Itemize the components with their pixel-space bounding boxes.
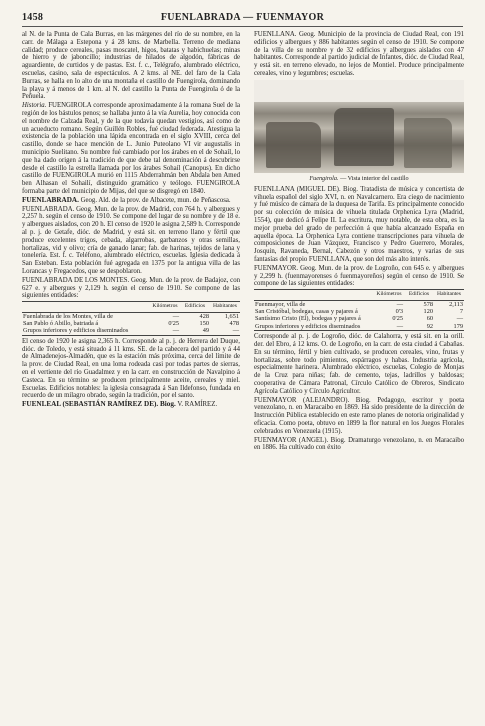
entry-fuenmayor-geo: FUENMAYOR. Geog. Mun. de la prov. de Logroño, con 645 e. y albergues y 2,299 h. (fuenmayorenses ó fuenmayoreños) según el censo de 1910. Se compone de las siguientes entidades: [254,264,464,288]
caption-place: Fuengirola. [309,174,339,182]
table-row: Grupos inferiores y edificios diseminados — 92 179 [255,322,463,330]
header-rule [22,26,463,27]
column-header: Edificios [180,302,210,312]
entry-fuenleal [22,401,240,409]
entry-fuenmayor-angel: FUENMAYOR (ANGEL). Biog. Dramaturgo venezolano, n. en Maracaibo en 1886. Ha cultivado con éxito [254,436,464,452]
table-row: San Pablo ó Abillo, batriada á 0'25 150 478 [23,319,239,327]
column-header: Kilómetros [374,290,404,300]
right-column [254,31,464,452]
photo-caption [254,175,464,182]
table-row: Fuenlabrada de los Montes, villa de — 428 1,651 [23,312,239,320]
caption-text: — Vista interior del castillo [340,174,409,182]
entities-table-right [254,289,464,331]
entry-text: Geog. Ald. de la prov. de Albacete, mun. de Peñascosa. [80,196,231,204]
page-number: 1458 [22,12,44,23]
column-header: Habitantes [434,290,464,300]
left-column [22,31,240,409]
column-header: Habitantes [210,302,240,312]
entry-fuenmayor-cont: Corresponde al p. j. de Logroño, dióc. de Calahorra, y está sit. en la orill. der. del Ebro, á 12 kms. O. de Logroño, en la carr. de esta ciudad á Cabañas. En su término, fértil y bien cultivado, se producen cereales, vino, frutas y hortalizas, sobre todo pimientos, espárragos y habas. Industria agrícola, especialmente harinera. Alumbrado eléctrico, escuelas, Colegio de Monjas de la Cruz para niñas; fab. de cemento, tejas, ladrillos y baldosas; cooperativa de Cámara Patronal, Círculo Católico de Obreros, Sindicato Agrícola Católico y Círculo Agricultor. [254,333,464,395]
table-row: Fuenmayor, villa de — 578 2,113 [255,300,463,308]
entry-fuenllana-biog: FUENLLANA (MIGUEL DE). Biog. Tratadista de música y concertista de vihuela español del siglo XVI, n. en Navalcarnero. Era ciego de nacimiento y fué músico de cámara de la duquesa de Tarifa. Es principalmente conocido por su colección de música de vihuela titulada Orphenica Lyra (Madrid, 1554), que dedicó á Felipe II. La escritura, muy notable, de esta obra, es la mejor prueba del grado de perfección á que había alcanzado España en aquella época. La Orphenica Lyra contiene transcripciones para vihuela de composiciones de Juan Vázquez, Francisco y Pedro Guerrero, Morales, Josquin, Ravaneda, Bernal, Cabezón y otros maestros, y varias de sus fantasías del propio FUENLLANA, que son del más alto interés. [254,185,464,263]
column-header: Edificios [404,290,434,300]
castle-photo [254,80,464,173]
headword: FUENLABRADA. [22,195,79,204]
entry-fuenlabrada-madrid: FUENLABRADA. Geog. Mun. de la prov. de Madrid, con 764 h. y albergues y 2,257 h. según el censo de 1910. Se compone del lugar de su nombre y de 18 e. y albergues aislados, con 20 h. El censo de 1920 le asigna 2,589 h. Corresponde al p. j. de Getafe, dióc. de Madrid, y está sit. en terreno llano y fértil que produce excelentes trigos, cebada, algarrobas, garbanzos y otras semillas, hortalizas, vid y olivo; cría de ganado lanar; fab. de harinas, tejidos de lana y tonelería. Est. f. c. Teléfono, alumbrado eléctrico, escuelas. Iglesia dedicada á San Esteban. Esta población fué agregada en 1375 por la antigua villa de las Lorancas y Fregacedos, que se despoblaron. [22,205,240,275]
entry-fuenmayor-alejandro: FUENMAYOR (ALEJANDRO). Biog. Pedagogo, escritor y poeta venezolano, n. en Maracaibo en 1869. Ha sido presidente de la dirección de Instrucción Pública establecido en este ramo planes de notoria originalidad y eficacia. Como poeta, obtuvo en 1899 la flor natural en los Juegos Florales celebrados en Venezuela (1915). [254,396,464,435]
section-label: Historia. [22,102,47,110]
paragraph-fuengirola-historia [22,102,240,196]
entry-fuenlabrada-albacete [22,197,240,205]
table-row: Santísimo Cristo (El), bodegas y pajares á 0'25 60 — [255,315,463,323]
historia-text: FUENGIROLA corresponde aproximadamente á la romana Suel de la región de los bástulos penos; se hallaba junto á la vía Aurelia, hoy conocida con el nombre de Calzada Real, y de la que todavía quedan vestigios, así como de un acueducto romano. Según Guillén Robles, fué ciudad federada. Atestigua la existencia de la población una lápida encontrada en el siglo XVIII, cerca del castillo, donde se hace mención de L. Junio Puteolano VI vir augustalis in municipio Suelitano. Su nombre fué cambiado por los árabes en el de Sohaíl, lo que ha dado origen á la tradición de que debe tal denominación á descubrirse desde el castillo la estrella llamada por los árabes Sohaíl (Canopus). En dicho castillo de FUENGIROLA murió en 1115 Abderrahmán ben Abdala ben Amed ben Alhasan el Sohailí, distinguido gramático y teólogo. FUENGIROLA formaba parte del municipio de Mijas, del que se disgregó en 1840. [22,102,240,195]
running-title: FUENLABRADA — FUENMAYOR [160,12,325,23]
entry-fuenlabrada-montes-cont: El censo de 1920 le asigna 2,365 h. Corresponde al p. j. de Herrera del Duque, dióc. de Toledo, y está situado á 11 kms. SE. de la cabecera del partido y á 44 de Almadenejos-Almadén, que es la estación más próxima, cerca del límite de la prov. de Ciudad Real, en una loma rodeada casi por todas partes de sierras, en el vertiente del río Guadalmez y en la carr. en construcción de Navalpino á Casteca. En su término se producen principalmente aceite, cereales y miel. Escuelas. Edificios notables: la iglesia consagrada á San Ildefonso, fundada en recuerdo de un milagro obrado, según la tradición, por el santo. [22,337,240,400]
column-header: Kilómetros [150,302,180,312]
page-header [22,12,463,26]
cross-reference: V. RAMÍREZ. [177,401,218,409]
paragraph-fuengirola-geo: al N. de la Punta de Cala Burras, en las márgenes del río de su nombre, en la carr. de Málaga a Estepona y á 28 kms. de Marbella. Terreno de mediana calidad; produce cereales, pasas moscatel, higos, batatas y habichuelas; minas de hierro y de jaboncillo; industrias de hilados de algodón, fábricas de aguardiente, de curtidos y de pastas. Est. f. c., Telégrafo, alumbrado eléctrico, escuelas, casino, sala de espectáculos. A 2 kms. al NE. del faro de la Cala Burras, se halla en lo alto de una montaña el castillo de Fuengirola, dominando la playa y á menos de 1 km. al N. del castillo la Punta de Fuengirola ó de la Peñuela. [22,31,240,101]
table-row: Grupos inferiores y edificios diseminados — 49 — [23,327,239,335]
entry-fuenllana-geo: FUENLLANA. Geog. Municipio de la provincia de Ciudad Real, con 191 edificios y albergues y 886 habitantes según el censo de 1910. Se compone de la villa de su nombre y de 32 edificios y albergues aislados con 47 habitantes. Corresponde al partido judicial de Infantes, dióc. de Ciudad Real, y está sit. en terreno elevado, no lejos de Montiel. Produce principalmente cereales, vino y legumbres; escuelas. [254,31,464,77]
table-header-row [254,290,464,300]
table-row: San Cristóbal, bodegas, casas y pajares á 0'3 120 7 [255,307,463,315]
entry-fuenlabrada-montes: FUENLABRADA DE LOS MONTES. Geog. Mun. de la prov. de Badajoz, con 627 e. y albergues y 2,129 h. según el censo de 1910. Se compone de las siguientes entidades: [22,276,240,300]
entities-table-left [22,301,240,336]
headword: FUENLEAL (SEBASTIÁN RAMÍREZ DE). Biog. [22,400,176,409]
table-header-row [22,302,240,312]
